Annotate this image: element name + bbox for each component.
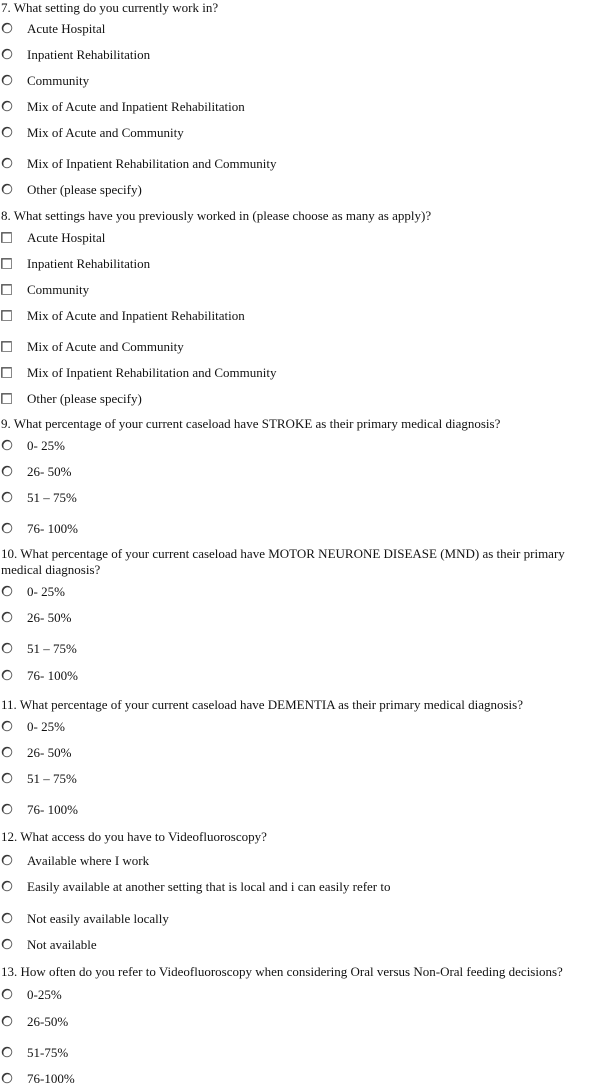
option-label: 76- 100% [27,668,78,683]
option-label: Not easily available locally [27,911,169,926]
radio-button-icon[interactable] [1,669,13,681]
option-label: 26- 50% [27,745,72,760]
option-inpatient-rehabilitation[interactable] [0,256,595,274]
option-not-easily-available[interactable] [0,911,595,929]
option-label: 51 – 75% [27,490,77,505]
checkbox-icon[interactable] [1,258,12,269]
radio-button-icon[interactable] [1,183,13,195]
radio-button-icon[interactable] [1,880,13,892]
option-mix-acute-community[interactable] [0,339,595,357]
radio-button-icon[interactable] [1,100,13,112]
option-51-75[interactable] [0,641,595,659]
option-0-25[interactable] [0,584,595,602]
option-not-available[interactable] [0,937,595,955]
radio-button-icon[interactable] [1,988,13,1000]
option-label: Mix of Inpatient Rehabilitation and Community [27,365,277,380]
question-text: 7. What setting do you currently work in? [1,0,219,15]
option-26-50[interactable] [0,464,595,482]
option-other[interactable] [0,391,595,409]
checkbox-icon[interactable] [1,232,12,243]
radio-button-icon[interactable] [1,74,13,86]
option-label: Acute Hospital [27,230,106,245]
option-label: 0- 25% [27,719,65,734]
option-label: 26- 50% [27,464,72,479]
option-76-100[interactable] [0,1071,595,1089]
option-label: Other (please specify) [27,391,142,406]
option-label: 0- 25% [27,438,65,453]
radio-button-icon[interactable] [1,642,13,654]
option-51-75[interactable] [0,771,595,789]
option-other[interactable] [0,182,595,200]
option-mix-inpatient-community[interactable] [0,156,595,174]
checkbox-icon[interactable] [1,284,12,295]
option-label: Not available [27,937,97,952]
option-label: 51-75% [27,1045,69,1060]
option-76-100[interactable] [0,521,595,539]
option-label: Other (please specify) [27,182,142,197]
radio-button-icon[interactable] [1,746,13,758]
radio-button-icon[interactable] [1,465,13,477]
option-label: 26- 50% [27,610,72,625]
option-51-75[interactable] [0,1045,595,1063]
option-acute-hospital[interactable] [0,21,595,39]
checkbox-icon[interactable] [1,341,12,352]
option-community[interactable] [0,73,595,91]
option-0-25[interactable] [0,987,595,1005]
option-26-50[interactable] [0,745,595,763]
option-26-50[interactable] [0,610,595,628]
radio-button-icon[interactable] [1,938,13,950]
question-text: 13. How often do you refer to Videofluoroscopy when considering Oral versus Non-Oral feeding decisions? [1,964,563,979]
option-label: 51 – 75% [27,771,77,786]
radio-button-icon[interactable] [1,439,13,451]
question-text: 10. What percentage of your current caseload have MOTOR NEURONE DISEASE (MND) as their primary medical diagnosis? [1,546,565,577]
option-label: Mix of Acute and Community [27,339,184,354]
radio-button-icon[interactable] [1,522,13,534]
question-text: 12. What access do you have to Videofluoroscopy? [1,829,267,844]
option-76-100[interactable] [0,802,595,820]
checkbox-icon[interactable] [1,367,12,378]
radio-button-icon[interactable] [1,803,13,815]
option-label: Mix of Acute and Inpatient Rehabilitation [27,99,245,114]
option-community[interactable] [0,282,595,300]
option-26-50[interactable] [0,1014,595,1032]
option-mix-acute-inpatient[interactable] [0,99,595,117]
option-label: Acute Hospital [27,21,106,36]
option-label: 76-100% [27,1071,75,1086]
option-0-25[interactable] [0,438,595,456]
question-text: 11. What percentage of your current caseload have DEMENTIA as their primary medical diagnosis? [1,697,523,712]
option-label: Available where I work [27,853,150,868]
option-available-where-i-work[interactable] [0,853,595,871]
option-acute-hospital[interactable] [0,230,595,248]
checkbox-icon[interactable] [1,310,12,321]
option-label: Mix of Acute and Inpatient Rehabilitation [27,308,245,323]
option-label: Mix of Acute and Community [27,125,184,140]
option-label: Community [27,73,90,88]
radio-button-icon[interactable] [1,126,13,138]
option-label: 26-50% [27,1014,69,1029]
radio-button-icon[interactable] [1,1072,13,1084]
option-0-25[interactable] [0,719,595,737]
radio-button-icon[interactable] [1,491,13,503]
option-51-75[interactable] [0,490,595,508]
radio-button-icon[interactable] [1,585,13,597]
option-label: 76- 100% [27,802,78,817]
radio-button-icon[interactable] [1,720,13,732]
option-label: 51 – 75% [27,641,77,656]
radio-button-icon[interactable] [1,772,13,784]
option-label: 0-25% [27,987,62,1002]
radio-button-icon[interactable] [1,611,13,623]
radio-button-icon[interactable] [1,1015,13,1027]
radio-button-icon[interactable] [1,912,13,924]
option-label: Easily available at another setting that is local and i can easily refer to [27,879,391,894]
option-label: Inpatient Rehabilitation [27,256,151,271]
option-mix-acute-community[interactable] [0,125,595,143]
option-label: 76- 100% [27,521,78,536]
question-text: 9. What percentage of your current caseload have STROKE as their primary medical diagnosis? [1,416,501,431]
option-label: Mix of Inpatient Rehabilitation and Community [27,156,277,171]
option-label: Community [27,282,90,297]
radio-button-icon[interactable] [1,854,13,866]
option-label: Inpatient Rehabilitation [27,47,151,62]
option-mix-inpatient-community[interactable] [0,365,595,383]
question-text: 8. What settings have you previously worked in (please choose as many as apply)? [1,208,432,223]
radio-button-icon[interactable] [1,48,13,60]
option-easily-available-elsewhere[interactable] [0,879,595,897]
option-76-100[interactable] [0,668,595,686]
option-inpatient-rehabilitation[interactable] [0,47,595,65]
radio-button-icon[interactable] [1,157,13,169]
checkbox-icon[interactable] [1,393,12,404]
option-label: 0- 25% [27,584,65,599]
radio-button-icon[interactable] [1,1046,13,1058]
option-mix-acute-inpatient[interactable] [0,308,595,326]
radio-button-icon[interactable] [1,22,13,34]
